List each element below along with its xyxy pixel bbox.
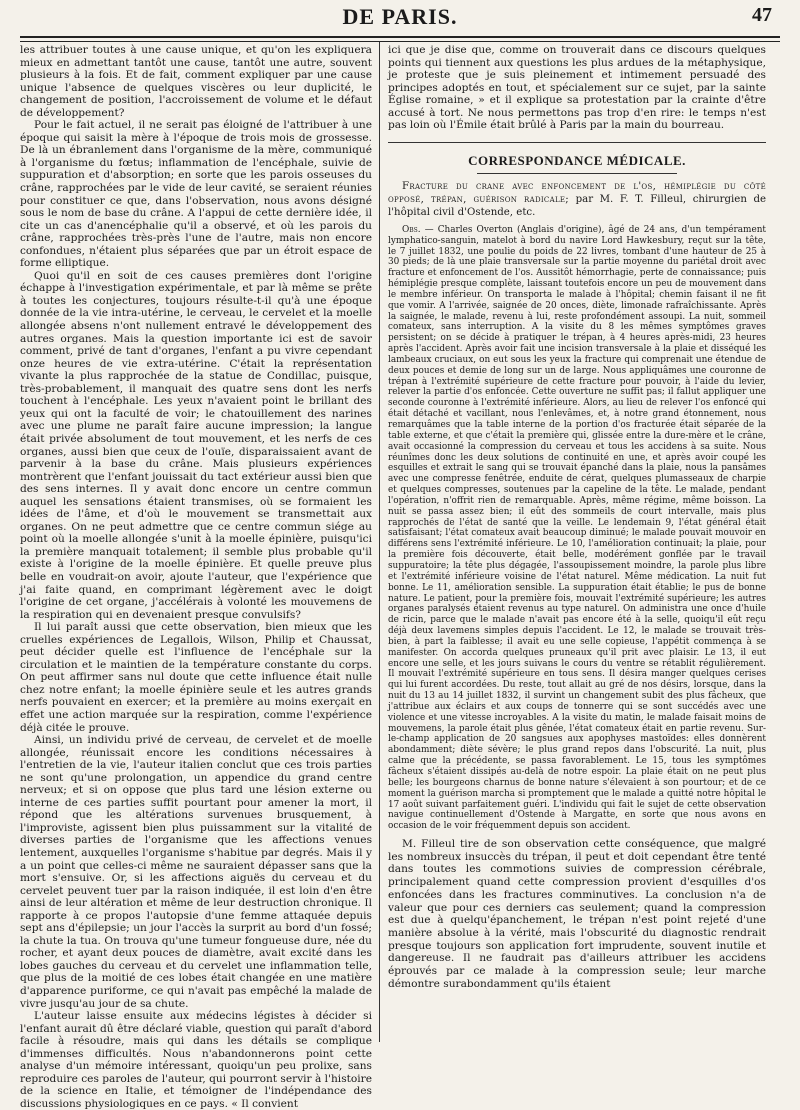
section-divider bbox=[388, 142, 766, 143]
page-header bbox=[20, 2, 780, 36]
observation-paragraph bbox=[388, 225, 766, 832]
page-number: 47 bbox=[752, 4, 772, 26]
observation-block bbox=[388, 225, 766, 832]
paragraph: Quoi qu'il en soit de ces causes premières dont l'origine échappe à l'investigation expérimentale, et par là même se prête à toutes les conjectures, toujours résulte-t-il qu'à une époque donnée de la vie intra-utérine, le cerveau, le cervelet et la moelle allongée absens n'ont nullement entravé le développement des autres organes. Mais la question importante ici est de savoir comment, privé de tant d'organes, l'enfant a pu vivre cependant onze heures de vie extra-utérine. C'était la représentation vivante la plus rapprochée de la statue de Condillac, puisque, très-probablement, il manquait des quatre sens dont les nerfs touchent à l'encéphale. Les yeux n'avaient point le brillant des yeux qui ont la faculté de voir; le chatouillement des narines avec une plume ne paraît faire aucune impression; la langue était privée absolument de tout mouvement, et les nerfs de ces organes, aussi bien que ceux de l'ouïe, disparaissaient avant de parvenir à la base du crâne. Mais plusieurs expériences montrèrent que l'enfant jouissait du tact extérieur aussi bien que des sens internes. Il y avait donc encore un centre commun auquel les sensations étaient transmises, où se formaient les idées de l'âme, et d'où le mouvement se transmettait aux organes. On ne peut admettre que ce centre commun siége au point où la moelle allongée s'unit à la moelle épinière, puisqu'ici la première manquait totalement; il semble plus probable qu'il existe à l'origine de la moelle épinière. Et quelle preuve plus belle en voudrait-on avoir, ajoute l'auteur, que l'expérience que j'ai faite quand, en comprimant légèrement avec le doigt l'origine de cet organe, j'accélérais à volonté les mouvemens de la respiration qui en devenaient presque convulsifs? bbox=[20, 269, 372, 621]
intro-block bbox=[388, 44, 766, 132]
left-column bbox=[20, 44, 372, 1110]
section-title: CORRESPONDANCE MÉDICALE. bbox=[468, 152, 686, 168]
paragraph: Pour le fait actuel, il ne serait pas éloigné de l'attribuer à une époque qui saisit la mère à l'époque de trois mois de grossesse. De là un ébranlement dans l'organisme de la mère, communiqué à l'organisme du fœtus; inflammation de l'encéphale, suivie de suppuration et d'absorption; en sorte que les parois osseuses du crâne, rapprochées par le vide de leur cavité, se seraient réunies pour constituer ce que, dans l'observation, nous avons désigné sous le nom de base du crâne. A l'appui de cette dernière idée, il cite un cas d'anencéphalie qu'il a observé, et où les parois du crâne, rapprochées très-près l'une de l'autre, mais non encore confondues, n'étaient plus séparées que par un étroit espace de forme elliptique. bbox=[20, 119, 372, 270]
paragraph: M. Filleul tire de son observation cette conséquence, que malgré les nombreux insuccès du trépan, il peut et doit cependant être tenté dans toutes les commotions suivies de compression cérébrale, principalement quand cette compression provient d'esquilles d'os enfoncées dans les fractures comminutives. La conclusion n'a de valeur que pour ces derniers cas seulement; quand la compression est due à quelqu'épanchement, le trépan n'est point rejeté d'une manière absolue à la vérité, mais l'obscurité du diagnostic rendrait presque toujours son application fort imprudente, souvent inutile et dangereuse. Il ne faudrait pas d'ailleurs attribuer les accidens éprouvés par ce malade à la compression seule; leur marche démontre surabondamment qu'ils étaient bbox=[388, 838, 766, 990]
header-rule bbox=[20, 36, 780, 42]
case-title-author: par M. F. T. Filleul, chirurgien de l'hôpital civil d'Ostende, etc. bbox=[388, 193, 766, 218]
paragraph: ici que je dise que, comme on trouverait dans ce discours quelques points qui tiennent aux questions les plus ardues de la métaphysique, je proteste que je suis pleinement et intimement persuadé des principes adoptés en tout, et spécialement sur ce sujet, par la sainte Église romaine, » et il explique sa protestation par la crainte d'être accusé à tort. Ne nous permettons pas trop d'en rire: le temps n'est pas loin où l'Émile était brûlé à Paris par la main du bourreau. bbox=[388, 44, 766, 132]
observation-lead: Obs. bbox=[402, 224, 421, 235]
paragraph: L'auteur laisse ensuite aux médecins légistes à décider si l'enfant aurait dû être déclaré viable, question qui paraît d'abord facile à résoudre, mais qui dans les détails se complique d'immenses difficultés. Nous n'abandonnerons point cette analyse d'un mémoire intéressant, quoiqu'un peu prolixe, sans reproduire ces paroles de l'auteur, qui pourront servir à l'histoire de la science en Italie, et témoigner de l'indépendance des discussions physiologiques en ce pays. « Il convient bbox=[20, 1010, 372, 1110]
title-underline bbox=[477, 173, 677, 174]
conclusion-block bbox=[388, 838, 766, 990]
paragraph: les attribuer toutes à une cause unique, et qu'on les expliquera mieux en admettant tantôt une cause, tantôt une autre, souvent plusieurs à la fois. Et de fait, comment expliquer par une cause unique l'absence de quelques viscères ou leur duplicité, le changement de position, l'accroissement de volume et le défaut de développement? bbox=[20, 44, 372, 119]
case-title bbox=[388, 180, 766, 219]
column-divider bbox=[379, 42, 380, 1042]
paragraph: Ainsi, un individu privé de cerveau, de cervelet et de moelle allongée, réunissait encore les conditions nécessaires à l'entretien de la vie, l'auteur italien conclut que ces trois parties ne sont qu'une prolongation, un appendice du grand centre nerveux; et si on oppose que plus tard une lésion externe ou interne de ces parties suffit pourtant pour amener la mort, il répond que les altérations survenues brusquement, à l'improviste, agissent bien plus puissamment sur la vitalité de diverses parties de l'organisme que les affections venues lentement, auxquelles l'organisme s'habitue par degrés. Mais il y a un point que celles-ci même ne sauraient dépasser sans que la mort s'ensuive. Or, si les affections aiguës du cerveau et du cervelet peuvent tuer par la raison indiquée, il est loin d'en être ainsi de leur altération et même de leur destruction chronique. Il rapporte à ce propos l'autopsie d'une femme attaquée depuis sept ans d'épilepsie; un jour l'accès la surprit au bord d'un fossé; la chute la tua. On trouva qu'une tumeur fongueuse dure, née du rocher, et ayant deux pouces de diamètre, avait excité dans les lobes gauches du cerveau et du cervelet une inflammation telle, que plus de la moitié de ces lobes était changée en une matière d'apparence puriforme, ce qui n'avait pas empêché la malade de vivre jusqu'au jour de sa chute. bbox=[20, 734, 372, 1010]
paragraph: Il lui paraît aussi que cette observation, bien mieux que les cruelles expériences de Legallois, Wilson, Philip et Chaussat, peut décider quelle est l'influence de l'encéphale sur la circulation et le maintien de la température constante du corps. On peut affirmer sans nul doute que cette influence était nulle chez notre enfant; la moelle épinière seule et les autres grands nerfs pouvaient en exercer; et la première au moins exerçait en effet une action marquée sur la respiration, comme l'expérience déjà citée le prouve. bbox=[20, 621, 372, 734]
running-title: DE PARIS. bbox=[342, 4, 458, 29]
observation-text: — Charles Overton (Anglais d'origine), âgé de 24 ans, d'un tempérament lymphatico-sanguin, matelot à bord du navire Lord Hawkesbury, reçut sur la tête, le 7 juillet 1832, une poulie du poids de 22 livres, tombant d'une hauteur de 25 à 30 pieds; de là une plaie transversale sur la partie moyenne du pariétal droit avec fracture et enfoncement de l'os. Aussitôt hémorrhagie, perte de connaissance; puis hémiplégie presque complète, laissant toutefois encore un peu de mouvement dans le membre inférieur. On transporta le malade à l'hôpital; chemin faisant il ne fit que vomir. A l'arrivée, saignée de 20 onces, diète, limonade rafraîchissante. Après la saignée, le malade, revenu à lui, reste profondément assoupi. La nuit, sommeil comateux, sans interruption. A la visite du 8 les mêmes symptômes graves persistent; on se décide à pratiquer le trépan, à 4 heures après-midi, 23 heures après l'accident. Après avoir fait une incision transversale à la plaie et disséqué les lambeaux cruciaux, on eut sous les yeux la fracture qui comprenait une étendue de deux pouces et demie de long sur un de large. Nous appliquâmes une couronne de trépan à l'extrémité supérieure de cette fracture pour pouvoir, à l'aide du levier, relever la partie d'os enfoncée. Cette ouverture ne suffit pas; il fallut appliquer une seconde couronne à l'extrémité inférieure. Alors, au lieu de relever l'os enfoncé qui était détaché et vacillant, nous l'enlevâmes, et, à notre grand étonnement, nous remarquâmes que la table interne de la portion d'os fracturée était séparée de la table externe, et que c'était la première qui, glissée entre la dure-mère et le crâne, avait occasionné la compression du cerveau et tous les accidens à sa suite. Nous réunîmes donc les deux solutions de continuité en une, et après avoir coupé les esquilles et extrait le sang qui se trouvait épanché dans la plaie, nous la pansâmes avec une compresse fenêtrée, enduite de cérat, quelques plumasseaux de charpie et quelques compresses, soutenues par la capeline de la tête. Le malade, pendant l'opération, n'offrit rien de remarquable. Après, même régime, même boisson. La nuit se passa assez bien; il eût des sommeils de court intervalle, mais plus rapprochés de l'état de santé que la veille. Le lendemain 9, l'état général était satisfaisant; l'état comateux avait beaucoup diminué; le malade pouvait mouvoir en différens sens l'extrémité inférieure. Le 10, l'amélioration continuait; la plaie, pour la première fois découverte, était belle, modérément gonflée par le travail suppuratoire; la tête plus dégagée, l'assoupissement moindre, la parole plus libre et l'extrémité inférieure voisine de l'état naturel. Même médication. La nuit fut bonne. Le 11, amélioration sensible. La suppuration était établie; le pus de bonne nature. Le patient, pour la première fois, mouvait l'extrémité supérieure; les autres organes paralysés étaient revenus au type naturel. On administra une once d'huile de ricin, parce que le malade n'avait pas encore été à la selle, quoiqu'il eût reçu déjà deux lavemens simples depuis l'accident. Le 12, le malade se trouvait très-bien, à part la faiblesse; il avait eu une selle copieuse, l'appétit commença à se manifester. On accorda quelques pruneaux qu'il prit avec plaisir. Le 13, il eut encore une selle, et les jours suivans le cours du ventre se rétablit régulièrement. Il mouvait l'extrémité supérieure en tous sens. Il désira manger quelques cerises qui lui furent accordées. Du reste, tout allait au gré de nos désirs, lorsque, dans la nuit du 13 au 14 juillet 1832, il survint un changement subit des plus fâcheux, que j'attribue aux éclairs et aux coups de tonnerre qui se sont succédés avec une violence et une vitesse incroyables. A la visite du matin, le malade faisait moins de mouvemens, la parole était plus gênée, l'état comateux était en partie revenu. Sur-le-champ application de 20 sangsues aux apophyses mastoïdes: elles donnèrent abondamment; diète sévère; le plus grand repos dans l'obscurité. La nuit, plus calme que la précédente, se passa favorablement. Le 15, tous les symptômes fâcheux s'étaient dissipés au-delà de notre espoir. La plaie était on ne peut plus belle; les bourgeons charnus de bonne nature s'élevaient à son pourtour; et de ce moment la guérison marcha si promptement que le malade a quitté notre hôpital le 17 août suivant parfaitement guéri. L'individu qui fait le sujet de cette observation navigue continuellement d'Ostende à Margatte, en sorte que nous avons en occasion de le voir fréquemment depuis son accident. bbox=[388, 224, 767, 832]
right-column bbox=[388, 44, 766, 1044]
case-title-caps: Fracture du crane avec enfoncement de l'os, hémiplégie du côté opposé, trépan, guérison radicale; bbox=[388, 180, 766, 205]
